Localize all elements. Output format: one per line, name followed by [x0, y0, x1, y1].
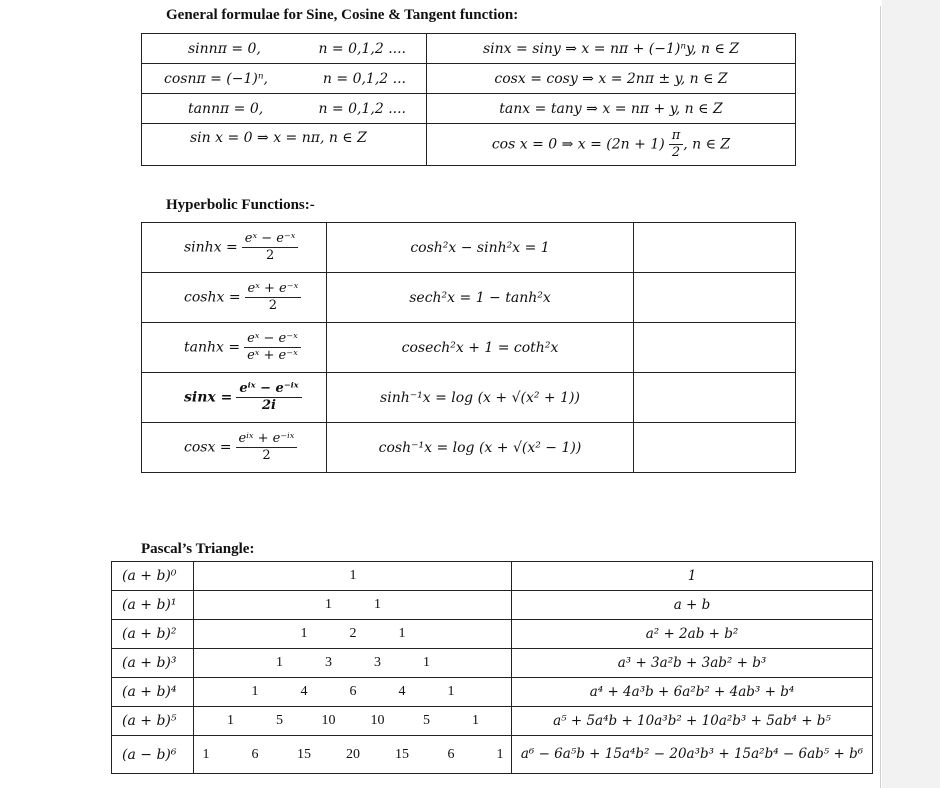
pascal-coefficient: 1 [276, 655, 283, 670]
hyperbolic-table [141, 222, 796, 473]
definition-cell [142, 223, 327, 273]
pascal-coefficient: 15 [297, 746, 311, 762]
binomial-label: (a + b)⁰ [112, 562, 194, 591]
binomial-expansion: a⁴ + 4a³b + 6a²b² + 4ab³ + b⁴ [512, 678, 873, 707]
pascal-coefficient: 6 [349, 684, 357, 699]
pascal-coefficient: 1 [398, 626, 406, 641]
binomial-label: (a + b)² [112, 620, 194, 649]
table-row [112, 591, 873, 620]
pascal-coefficient: 15 [395, 746, 409, 762]
binomial-expansion: a⁶ − 6a⁵b + 15a⁴b² − 20a³b³ + 15a²b⁴ − 6ab⁵ + b⁶ [512, 736, 873, 774]
pascal-coefficients [194, 649, 512, 678]
definition-cell [142, 273, 327, 323]
pascal-coefficients [194, 707, 512, 736]
formula-range: n = 0,1,2 ... [322, 70, 406, 87]
table-row [112, 649, 873, 678]
pascal-coefficient: 6 [447, 746, 455, 762]
pascal-coefficient: 1 [472, 713, 479, 728]
formula: sinnπ = 0, [188, 40, 261, 57]
formula-range: n = 0,1,2 .... [318, 100, 406, 117]
pascal-table [111, 561, 873, 774]
table-row [142, 323, 796, 373]
empty-cell [634, 223, 796, 273]
table-row [112, 707, 873, 736]
formula: cosnπ = (−1)ⁿ, [164, 70, 268, 87]
page-edge-line [880, 6, 881, 788]
formula: cosx = cosy ⇒ x = 2nπ ± y, n ∈ Z [427, 64, 796, 94]
pascal-coefficient: 6 [251, 746, 259, 762]
definition-lhs: tanhx = [184, 339, 241, 356]
section3-heading: Pascal’s Triangle: [141, 541, 255, 557]
fraction-numerator: eⁱˣ + e⁻ⁱˣ [236, 431, 298, 448]
pascal-coefficient: 1 [496, 746, 504, 762]
definition-lhs: cosx = [184, 439, 232, 456]
definition-lhs: sinx = [184, 389, 233, 406]
table-row [142, 373, 796, 423]
pascal-coefficient: 1 [447, 684, 455, 699]
pascal-coefficient: 5 [276, 713, 283, 728]
pascal-coefficient: 20 [346, 746, 360, 762]
formula: sin x = 0 ⇒ x = nπ, n ∈ Z [142, 124, 427, 166]
trig-left-cell [142, 34, 427, 64]
formula-cell [427, 124, 796, 166]
definition-cell [142, 323, 327, 373]
pascal-coefficient: 1 [423, 655, 430, 670]
fraction-numerator: eˣ + e⁻ˣ [245, 281, 302, 298]
pascal-coefficients [194, 736, 512, 774]
table-row [112, 620, 873, 649]
pascal-coefficient: 10 [321, 713, 336, 728]
fraction-numerator: π [669, 128, 684, 145]
fraction-denominator: 2 [265, 248, 275, 263]
table-row [112, 562, 873, 591]
pascal-coefficients [194, 591, 512, 620]
definition-cell [142, 423, 327, 473]
pascal-coefficient: 1 [325, 597, 332, 612]
section1-heading: General formulae for Sine, Cosine & Tangent function: [166, 7, 519, 23]
identity: cosh²x − sinh²x = 1 [327, 223, 634, 273]
table-row [142, 64, 796, 94]
table-row [112, 736, 873, 774]
binomial-label: (a + b)⁴ [112, 678, 194, 707]
binomial-label: (a + b)¹ [112, 591, 194, 620]
empty-cell [634, 373, 796, 423]
binomial-label: (a + b)³ [112, 649, 194, 678]
pascal-coefficient: 1 [251, 684, 259, 699]
fraction-denominator: 2 [262, 448, 271, 463]
pascal-coefficient: 3 [374, 655, 381, 670]
formula-prefix: cos x = 0 ⇒ x = (2n + 1) [491, 136, 665, 153]
definition-cell [142, 373, 327, 423]
pascal-coefficient: 4 [300, 684, 308, 699]
fraction-numerator: eˣ − e⁻ˣ [244, 331, 301, 348]
definition-lhs: coshx = [184, 289, 241, 306]
definition-lhs: sinhx = [184, 239, 238, 256]
pascal-coefficient: 1 [227, 713, 234, 728]
identity: sinh⁻¹x = log (x + √(x² + 1)) [327, 373, 634, 423]
binomial-label: (a − b)⁶ [112, 736, 194, 774]
fraction-denominator: eˣ + e⁻ˣ [247, 348, 298, 363]
binomial-expansion: a + b [512, 591, 873, 620]
pascal-coefficient: 4 [398, 684, 406, 699]
trig-formula-table [141, 33, 796, 166]
fraction [669, 128, 684, 161]
formula: tannπ = 0, [188, 100, 264, 117]
right-gutter [882, 0, 940, 788]
fraction-numerator: eⁱˣ − e⁻ⁱˣ [236, 381, 301, 398]
table-row [142, 273, 796, 323]
fraction-denominator: 2 [268, 298, 277, 313]
pascal-coefficient: 2 [349, 626, 357, 641]
pascal-coefficient: 1 [349, 568, 357, 583]
empty-cell [634, 323, 796, 373]
identity: cosh⁻¹x = log (x + √(x² − 1)) [327, 423, 634, 473]
formula: sinx = siny ⇒ x = nπ + (−1)ⁿy, n ∈ Z [427, 34, 796, 64]
identity: cosech²x + 1 = coth²x [327, 323, 634, 373]
pascal-coefficient: 1 [374, 597, 381, 612]
fraction-numerator: eˣ − e⁻ˣ [242, 231, 299, 248]
section2-heading: Hyperbolic Functions:- [166, 197, 315, 213]
pascal-coefficient: 1 [300, 626, 308, 641]
binomial-expansion: a⁵ + 5a⁴b + 10a³b² + 10a²b³ + 5ab⁴ + b⁵ [512, 707, 873, 736]
binomial-expansion: a² + 2ab + b² [512, 620, 873, 649]
binomial-expansion: a³ + 3a²b + 3ab² + b³ [512, 649, 873, 678]
pascal-coefficient: 5 [423, 713, 430, 728]
table-row [142, 34, 796, 64]
identity: sech²x = 1 − tanh²x [327, 273, 634, 323]
pascal-coefficient: 3 [325, 655, 332, 670]
table-row [142, 423, 796, 473]
formula-range: n = 0,1,2 .... [318, 40, 406, 57]
binomial-expansion: 1 [512, 562, 873, 591]
binomial-label: (a + b)⁵ [112, 707, 194, 736]
formula-suffix: , n ∈ Z [683, 136, 731, 153]
table-row [142, 124, 796, 166]
trig-left-cell [142, 64, 427, 94]
formula: tanx = tany ⇒ x = nπ + y, n ∈ Z [427, 94, 796, 124]
fraction-denominator: 2i [262, 398, 276, 413]
table-row [142, 94, 796, 124]
table-row [142, 223, 796, 273]
empty-cell [634, 273, 796, 323]
table-row [112, 678, 873, 707]
pascal-coefficients [194, 620, 512, 649]
pascal-coefficients [194, 562, 512, 591]
trig-left-cell [142, 94, 427, 124]
pascal-coefficient: 10 [370, 713, 385, 728]
empty-cell [634, 423, 796, 473]
pascal-coefficients [194, 678, 512, 707]
fraction-denominator: 2 [671, 145, 681, 160]
pascal-coefficient: 1 [202, 746, 210, 762]
